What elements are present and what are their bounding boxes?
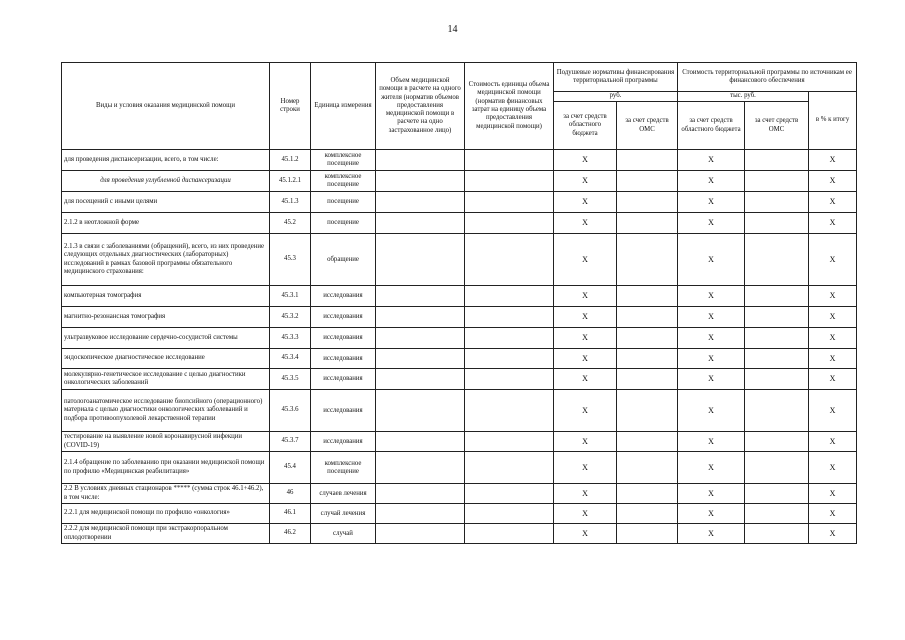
row-per-capita-oms (617, 192, 678, 213)
row-cost-budget: X (678, 213, 745, 234)
row-number: 45.3.7 (270, 432, 311, 452)
header-row-number: Номер строки (270, 63, 311, 150)
row-unit: случаев лечения (311, 484, 376, 504)
row-cost-oms (745, 234, 809, 286)
row-cost-oms (745, 432, 809, 452)
row-cost-budget: X (678, 307, 745, 328)
table-row (62, 150, 857, 171)
row-number: 46.1 (270, 504, 311, 524)
row-volume (376, 349, 465, 369)
row-volume (376, 369, 465, 390)
row-volume (376, 213, 465, 234)
row-per-capita-oms (617, 504, 678, 524)
header-program-cost-unit: тыс. руб. (678, 92, 809, 102)
row-per-capita-oms (617, 307, 678, 328)
row-per-capita-oms (617, 452, 678, 484)
row-cost-budget: X (678, 286, 745, 307)
row-volume (376, 432, 465, 452)
row-number: 45.3.2 (270, 307, 311, 328)
row-number: 45.3.6 (270, 390, 311, 432)
program-table (61, 62, 857, 544)
row-unit: посещение (311, 192, 376, 213)
row-volume (376, 307, 465, 328)
row-cost-budget: X (678, 349, 745, 369)
row-per-capita-oms (617, 328, 678, 349)
header-type: Виды и условия оказания медицинской помощи (62, 63, 270, 150)
row-number: 45.3 (270, 234, 311, 286)
row-per-capita-oms (617, 286, 678, 307)
row-volume (376, 524, 465, 544)
row-unit-cost (465, 390, 554, 432)
row-per-capita-budget: X (554, 234, 617, 286)
table-row (62, 213, 857, 234)
row-cost-budget: X (678, 150, 745, 171)
row-name: молекулярно-генетическое исследование с целью диагностики онкологических заболеваний (62, 369, 270, 390)
row-unit-cost (465, 213, 554, 234)
row-unit: исследования (311, 286, 376, 307)
row-name: 2.1.4 обращение по заболеванию при оказании медицинской помощи по профилю «Медицинская реабилитация» (62, 452, 270, 484)
row-percent-total: X (809, 349, 857, 369)
header-cost-budget: за счет средств областного бюджета (678, 102, 745, 150)
row-unit-cost (465, 234, 554, 286)
row-percent-total: X (809, 504, 857, 524)
row-unit: комплексное посещение (311, 171, 376, 192)
row-percent-total: X (809, 524, 857, 544)
header-per-capita-oms: за счет средств ОМС (617, 102, 678, 150)
table-row (62, 349, 857, 369)
row-per-capita-oms (617, 349, 678, 369)
table-row (62, 328, 857, 349)
table-row (62, 234, 857, 286)
table-row (62, 432, 857, 452)
row-name: эндоскопическое диагностическое исследование (62, 349, 270, 369)
row-name: 2.1.2 в неотложной форме (62, 213, 270, 234)
row-cost-oms (745, 192, 809, 213)
row-cost-oms (745, 213, 809, 234)
row-unit: случай (311, 524, 376, 544)
row-volume (376, 171, 465, 192)
row-per-capita-budget: X (554, 504, 617, 524)
row-cost-budget: X (678, 390, 745, 432)
row-percent-total: X (809, 432, 857, 452)
row-name: 2.2 В условиях дневных стационаров ***** (сумма строк 46.1+46.2), в том числе: (62, 484, 270, 504)
header-program-cost: Стоимость территориальной программы по источникам ее финансового обеспечения (678, 63, 857, 92)
row-cost-budget: X (678, 328, 745, 349)
row-name: компьютерная томография (62, 286, 270, 307)
header-cost-oms: за счет средств ОМС (745, 102, 809, 150)
row-cost-oms (745, 171, 809, 192)
row-cost-budget: X (678, 484, 745, 504)
row-unit-cost (465, 192, 554, 213)
row-name: магнитно-резонансная томография (62, 307, 270, 328)
row-cost-budget: X (678, 504, 745, 524)
row-per-capita-budget: X (554, 369, 617, 390)
row-per-capita-budget: X (554, 328, 617, 349)
row-cost-budget: X (678, 192, 745, 213)
row-per-capita-budget: X (554, 484, 617, 504)
row-cost-oms (745, 524, 809, 544)
row-cost-oms (745, 150, 809, 171)
header-percent-total: в % к итогу (809, 92, 857, 150)
table-row (62, 390, 857, 432)
table-row (62, 504, 857, 524)
row-name: для проведения углубленной диспансеризации (62, 171, 270, 192)
row-per-capita-budget: X (554, 432, 617, 452)
row-percent-total: X (809, 171, 857, 192)
row-cost-oms (745, 369, 809, 390)
row-unit-cost (465, 369, 554, 390)
table-row (62, 484, 857, 504)
row-number: 45.3.1 (270, 286, 311, 307)
row-percent-total: X (809, 234, 857, 286)
row-per-capita-oms (617, 369, 678, 390)
row-name: ультразвуковое исследование сердечно-сосудистой системы (62, 328, 270, 349)
table-row (62, 369, 857, 390)
row-unit: обращение (311, 234, 376, 286)
row-unit-cost (465, 171, 554, 192)
row-cost-oms (745, 452, 809, 484)
row-unit-cost (465, 524, 554, 544)
row-unit-cost (465, 504, 554, 524)
page-number: 14 (447, 24, 458, 35)
row-unit: исследования (311, 369, 376, 390)
row-per-capita-oms (617, 150, 678, 171)
row-cost-budget: X (678, 171, 745, 192)
row-percent-total: X (809, 369, 857, 390)
row-per-capita-budget: X (554, 452, 617, 484)
row-unit-cost (465, 349, 554, 369)
table-row (62, 524, 857, 544)
row-per-capita-budget: X (554, 286, 617, 307)
row-number: 46 (270, 484, 311, 504)
header-per-capita-budget: за счет средств областного бюджета (554, 102, 617, 150)
row-per-capita-budget: X (554, 171, 617, 192)
row-cost-oms (745, 349, 809, 369)
row-per-capita-oms (617, 213, 678, 234)
row-unit-cost (465, 286, 554, 307)
row-cost-budget: X (678, 524, 745, 544)
header-volume: Объем медицинской помощи в расчете на одного жителя (норматив объемов предоставления медицинской помощи в расчете на одно застрахованное лицо) (376, 63, 465, 150)
row-number: 45.3.4 (270, 349, 311, 369)
row-cost-budget: X (678, 432, 745, 452)
row-cost-oms (745, 390, 809, 432)
row-unit-cost (465, 307, 554, 328)
row-percent-total: X (809, 286, 857, 307)
row-cost-oms (745, 504, 809, 524)
row-unit: посещение (311, 213, 376, 234)
row-per-capita-budget: X (554, 213, 617, 234)
row-cost-budget: X (678, 234, 745, 286)
row-percent-total: X (809, 328, 857, 349)
row-per-capita-oms (617, 484, 678, 504)
row-per-capita-budget: X (554, 524, 617, 544)
row-volume (376, 452, 465, 484)
row-cost-budget: X (678, 452, 745, 484)
row-number: 46.2 (270, 524, 311, 544)
row-name: для проведения диспансеризации, всего, в том числе: (62, 150, 270, 171)
row-per-capita-budget: X (554, 307, 617, 328)
row-per-capita-budget: X (554, 390, 617, 432)
header-unit: Единица измерения (311, 63, 376, 150)
row-number: 45.2 (270, 213, 311, 234)
header-per-capita: Подушевые нормативы финансирования территориальной программы (554, 63, 678, 92)
row-unit-cost (465, 328, 554, 349)
row-percent-total: X (809, 390, 857, 432)
row-unit: исследования (311, 432, 376, 452)
row-cost-oms (745, 307, 809, 328)
row-volume (376, 150, 465, 171)
row-volume (376, 328, 465, 349)
header-per-capita-unit: руб. (554, 92, 678, 102)
row-volume (376, 192, 465, 213)
row-per-capita-oms (617, 390, 678, 432)
row-name: тестирование на выявление новой коронавирусной инфекции (COVID-19) (62, 432, 270, 452)
row-volume (376, 390, 465, 432)
row-number: 45.3.3 (270, 328, 311, 349)
row-number: 45.3.5 (270, 369, 311, 390)
table-row (62, 307, 857, 328)
row-unit: комплексное посещение (311, 452, 376, 484)
table-row (62, 452, 857, 484)
row-percent-total: X (809, 452, 857, 484)
row-per-capita-budget: X (554, 349, 617, 369)
row-per-capita-oms (617, 171, 678, 192)
table-row (62, 192, 857, 213)
row-number: 45.4 (270, 452, 311, 484)
table-row (62, 171, 857, 192)
row-name: для посещений с иными целями (62, 192, 270, 213)
row-cost-oms (745, 286, 809, 307)
row-name: 2.2.2 для медицинской помощи при экстракорпоральном оплодотворении (62, 524, 270, 544)
row-number: 45.1.2.1 (270, 171, 311, 192)
row-unit: исследования (311, 328, 376, 349)
row-volume (376, 286, 465, 307)
row-percent-total: X (809, 213, 857, 234)
row-name: патологоанатомическое исследование биопсийного (операционного) материала с целью диагностики онкологических заболеваний и подбора противоопухолевой лекарственной терапии (62, 390, 270, 432)
row-cost-oms (745, 328, 809, 349)
row-per-capita-oms (617, 234, 678, 286)
row-unit: комплексное посещение (311, 150, 376, 171)
row-per-capita-oms (617, 524, 678, 544)
row-volume (376, 234, 465, 286)
row-unit: исследования (311, 390, 376, 432)
row-volume (376, 484, 465, 504)
row-unit-cost (465, 452, 554, 484)
row-percent-total: X (809, 307, 857, 328)
row-cost-oms (745, 484, 809, 504)
row-name: 2.1.3 в связи с заболеваниями (обращений), всего, из них проведение следующих отдельных диагностических (лабораторных) исследований в рамках базовой программы обязательного медицинского страхования: (62, 234, 270, 286)
row-unit: исследования (311, 349, 376, 369)
row-cost-budget: X (678, 369, 745, 390)
row-unit: случай лечения (311, 504, 376, 524)
row-percent-total: X (809, 484, 857, 504)
row-percent-total: X (809, 150, 857, 171)
row-per-capita-budget: X (554, 192, 617, 213)
row-unit-cost (465, 484, 554, 504)
row-per-capita-budget: X (554, 150, 617, 171)
row-unit: исследования (311, 307, 376, 328)
row-per-capita-oms (617, 432, 678, 452)
row-name: 2.2.1 для медицинской помощи по профилю «онкология» (62, 504, 270, 524)
row-volume (376, 504, 465, 524)
table-row (62, 286, 857, 307)
row-percent-total: X (809, 192, 857, 213)
row-unit-cost (465, 150, 554, 171)
header-unit-cost: Стоимость единицы объема медицинской помощи (норматив финансовых затрат на единицу объема предоставления медицинской помощи) (465, 63, 554, 150)
table-body (62, 150, 857, 544)
row-number: 45.1.3 (270, 192, 311, 213)
row-number: 45.1.2 (270, 150, 311, 171)
row-unit-cost (465, 432, 554, 452)
